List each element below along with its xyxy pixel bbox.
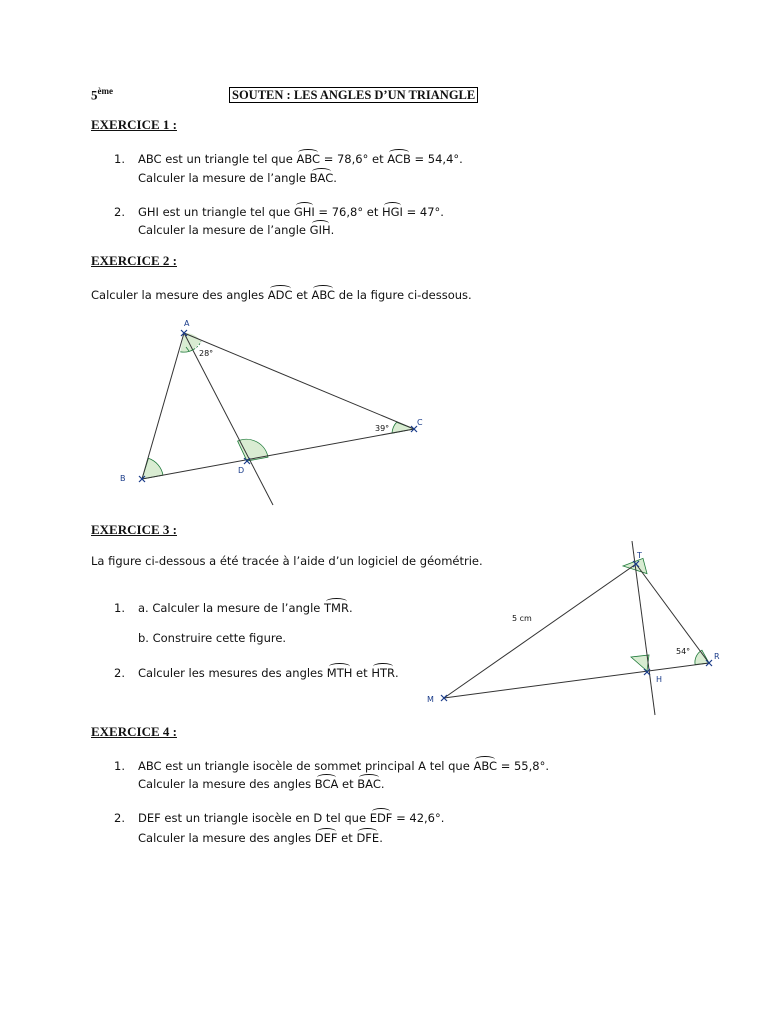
angle-abc-ex2: ABC [311, 288, 336, 302]
angle-bac: BAC [309, 171, 334, 185]
ex4-q1-text: = 55,8°. [497, 759, 550, 773]
ex3-q2-text: . [394, 666, 399, 680]
exercise-2-heading: EXERCICE 2 : [91, 253, 177, 268]
ex1-q2-text: GHI est un triangle tel que [138, 205, 294, 219]
ex4-q2-text: Calculer la mesure des angles [138, 831, 315, 845]
ex3-intro: La figure ci-dessous a été tracée à l’aide d’un logiciel de géométrie. [91, 554, 483, 568]
ex1-q1-text: . [333, 171, 337, 185]
angle-gih: GIH [309, 223, 331, 237]
ex4-q2-number: 2. [114, 811, 125, 825]
exercise-4-heading: EXERCICE 4 : [91, 724, 177, 739]
angle-ghi: GHI [293, 205, 315, 219]
ex4-q1-text: et [338, 777, 358, 791]
ex2-text: et [292, 288, 312, 302]
ex1-q2-text: = 47°. [402, 205, 444, 219]
point-label-c: C [417, 418, 423, 427]
ex3-q1b: b. Construire cette figure. [138, 631, 287, 645]
angle-edf: EDF [369, 811, 393, 825]
figure-triangle-tmr [420, 541, 730, 721]
angle-dfe: DFE [356, 831, 380, 845]
ex4-q2-line1 [138, 811, 444, 825]
ex2-instruction [91, 288, 472, 302]
angle-label-39: 39° [375, 424, 390, 433]
ex4-q2-line2 [138, 831, 383, 845]
ex1-q2-text: . [330, 223, 335, 237]
ex4-q1-number: 1. [114, 759, 125, 773]
figure-triangle-abc [110, 315, 440, 515]
ex4-q1-line2 [138, 777, 385, 791]
ex3-q2-number: 2. [114, 666, 125, 680]
class-level [91, 86, 113, 103]
ex1-q2-text: Calculer la mesure de l’angle [138, 223, 310, 237]
angle-htr: HTR [371, 666, 395, 680]
angle-abc-ex4: ABC [473, 759, 498, 773]
page-title: SOUTEN : LES ANGLES D’UN TRIANGLE [229, 87, 478, 103]
angle-hgi: HGI [381, 205, 403, 219]
ex2-text: de la figure ci-dessous. [335, 288, 472, 302]
angle-def: DEF [314, 831, 338, 845]
angle-label-54: 54° [676, 647, 691, 656]
ex1-q2-line1 [138, 205, 444, 219]
point-label-t: T [637, 551, 642, 560]
ex2-text: Calculer la mesure des angles [91, 288, 268, 302]
ex3-q2 [138, 666, 399, 680]
angle-acb: ACB [387, 152, 411, 166]
angle-abc: ABC [296, 152, 321, 166]
angle-tmr: TMR [324, 601, 349, 615]
ex4-q2-text: . [379, 831, 383, 845]
point-label-m: M [427, 695, 434, 704]
point-label-h: H [656, 675, 663, 684]
exercise-3-heading: EXERCICE 3 : [91, 522, 177, 537]
point-label-b: B [120, 474, 126, 483]
class-level-number: 5 [91, 87, 98, 103]
point-label-a: A [184, 319, 190, 328]
ex1-q1-line2 [138, 171, 337, 185]
ex1-q1-text: = 54,4°. [410, 152, 463, 166]
length-label-mt: 5 cm [512, 614, 532, 623]
ex4-q1-text: ABC est un triangle isocèle de sommet principal A tel que [138, 759, 474, 773]
ex1-q1-text: = 78,6° et [320, 152, 388, 166]
ex4-q2-text: et [337, 831, 357, 845]
ex4-q2-text: = 42,6°. [392, 811, 445, 825]
ex4-q1-text: . [380, 777, 385, 791]
point-label-d: D [238, 466, 245, 475]
ex1-q1-number: 1. [114, 152, 125, 166]
ex1-q2-text: = 76,8° et [314, 205, 382, 219]
ex1-q2-number: 2. [114, 205, 125, 219]
ex1-q1-text: ABC est un triangle tel que [138, 152, 297, 166]
angle-adc: ADC [267, 288, 293, 302]
point-label-r: R [714, 652, 720, 661]
ex4-q2-text: DEF est un triangle isocèle en D tel que [138, 811, 370, 825]
angle-mth: MTH [326, 666, 353, 680]
ex3-q1a-text: . [348, 601, 353, 615]
ex3-q2-text: et [352, 666, 372, 680]
ex3-q1a-text: a. Calculer la mesure de l’angle [138, 601, 324, 615]
ex4-q1-line1 [138, 759, 549, 773]
class-level-suffix: ème [97, 86, 113, 96]
angle-label-28: 28° [199, 349, 214, 358]
ex1-q1-text: Calculer la mesure de l’angle [138, 171, 310, 185]
angle-bca: BCA [314, 777, 339, 791]
ex1-q2-line2 [138, 223, 334, 237]
ex3-q1-number: 1. [114, 601, 125, 615]
ex1-q1-line1 [138, 152, 463, 166]
ex4-q1-text: Calculer la mesure des angles [138, 777, 315, 791]
exercise-1-heading: EXERCICE 1 : [91, 117, 177, 132]
ex3-q1a [138, 601, 353, 615]
ex3-q2-text: Calculer les mesures des angles [138, 666, 327, 680]
angle-bac-ex4: BAC [357, 777, 381, 791]
